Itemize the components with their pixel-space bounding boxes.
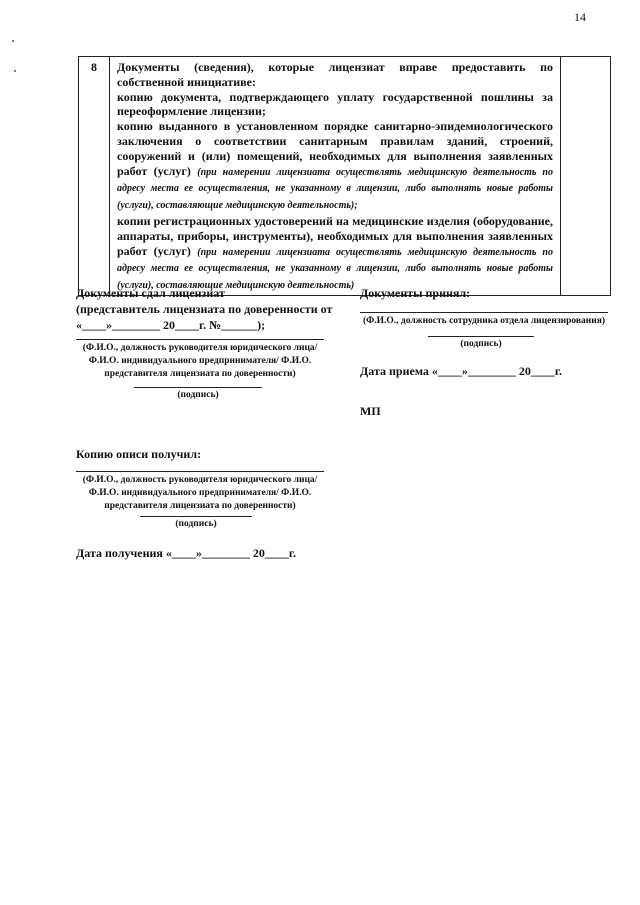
accepted-title: Документы принял: (360, 286, 471, 300)
paragraph-text: копию документа, подтверждающего уплату государственной пошлины за переоформление лицензии; (117, 89, 553, 119)
paragraph-note: (при намерении лицензиата осуществлять медицинскую деятельность по адресу места ее осуществления, не указанному в лицензии, либо выполнять новые работы (услуги), составляющие медицинскую деятельность) (117, 246, 553, 292)
table-row (79, 57, 611, 296)
submitted-date-line: «____»________ 20____г. №______); (76, 318, 266, 332)
signature-line (140, 516, 252, 517)
accepted-signature-caption: (подпись) (460, 339, 502, 349)
submitted-signature-caption: (подпись) (177, 390, 219, 400)
received-signature-caption: (подпись) (175, 519, 217, 529)
signature-line (360, 312, 608, 313)
empty-cell (561, 57, 611, 296)
paragraph-duty-copy (117, 90, 553, 120)
paragraph-sanitary (117, 119, 553, 214)
received-caption: (Ф.И.О., должность руководителя юридического лица/ Ф.И.О. индивидуального предпринимателя/ Ф.И.О. представителя лицензиата по доверенности) (82, 475, 318, 511)
documents-table (78, 56, 611, 296)
signature-line (76, 339, 324, 340)
signature-line (134, 387, 262, 388)
accepted-date: Дата приема «____»________ 20____г. (360, 364, 563, 378)
signature-line (76, 471, 324, 472)
page-number: 14 (574, 10, 586, 24)
received-date: Дата получения «____»________ 20____г. (76, 546, 296, 560)
scan-speck (12, 40, 14, 42)
scan-speck (14, 70, 16, 72)
paragraph-registration (117, 214, 553, 294)
submitted-caption: (Ф.И.О., должность руководителя юридического лица/ Ф.И.О. индивидуального предпринимателя/ Ф.И.О. представителя лицензиата по доверенности) (82, 343, 318, 379)
accepted-caption: (Ф.И.О., должность сотрудника отдела лицензирования) (362, 316, 606, 326)
row-content (110, 57, 561, 296)
stamp-placeholder: МП (360, 404, 381, 418)
submitted-title: Документы сдал лицензиат (76, 286, 225, 300)
paragraph-note: (при намерении лицензиата осуществлять медицинскую деятельность по адресу места ее осуществления, не указанному в лицензии, либо выполнять новые работы (услуги), составляющие медицинскую деятельность); (117, 166, 553, 212)
paragraph-text: Документы (сведения), которые лицензиат вправе предоставить по собственной инициативе: (117, 60, 553, 89)
submitted-proxy-line: (представитель лицензиата по доверенности от (76, 302, 333, 316)
signature-line (428, 336, 534, 337)
row-number: 8 (79, 57, 110, 296)
paragraph-text: копии регистрационных удостоверений на медицинские изделия (оборудование, аппараты, приборы, инструменты), необходимых для выполнения заявленных работ (услуг) (117, 213, 553, 258)
paragraph-text: копию выданного в установленном порядке санитарно-эпидемиологического заключения о соответствии санитарным правилам зданий, строений, сооружений и (или) помещений, необходимых для выполнения заявленных работ (услуг) (117, 119, 553, 178)
received-title: Копию описи получил: (76, 447, 202, 461)
paragraph-intro (117, 60, 553, 90)
